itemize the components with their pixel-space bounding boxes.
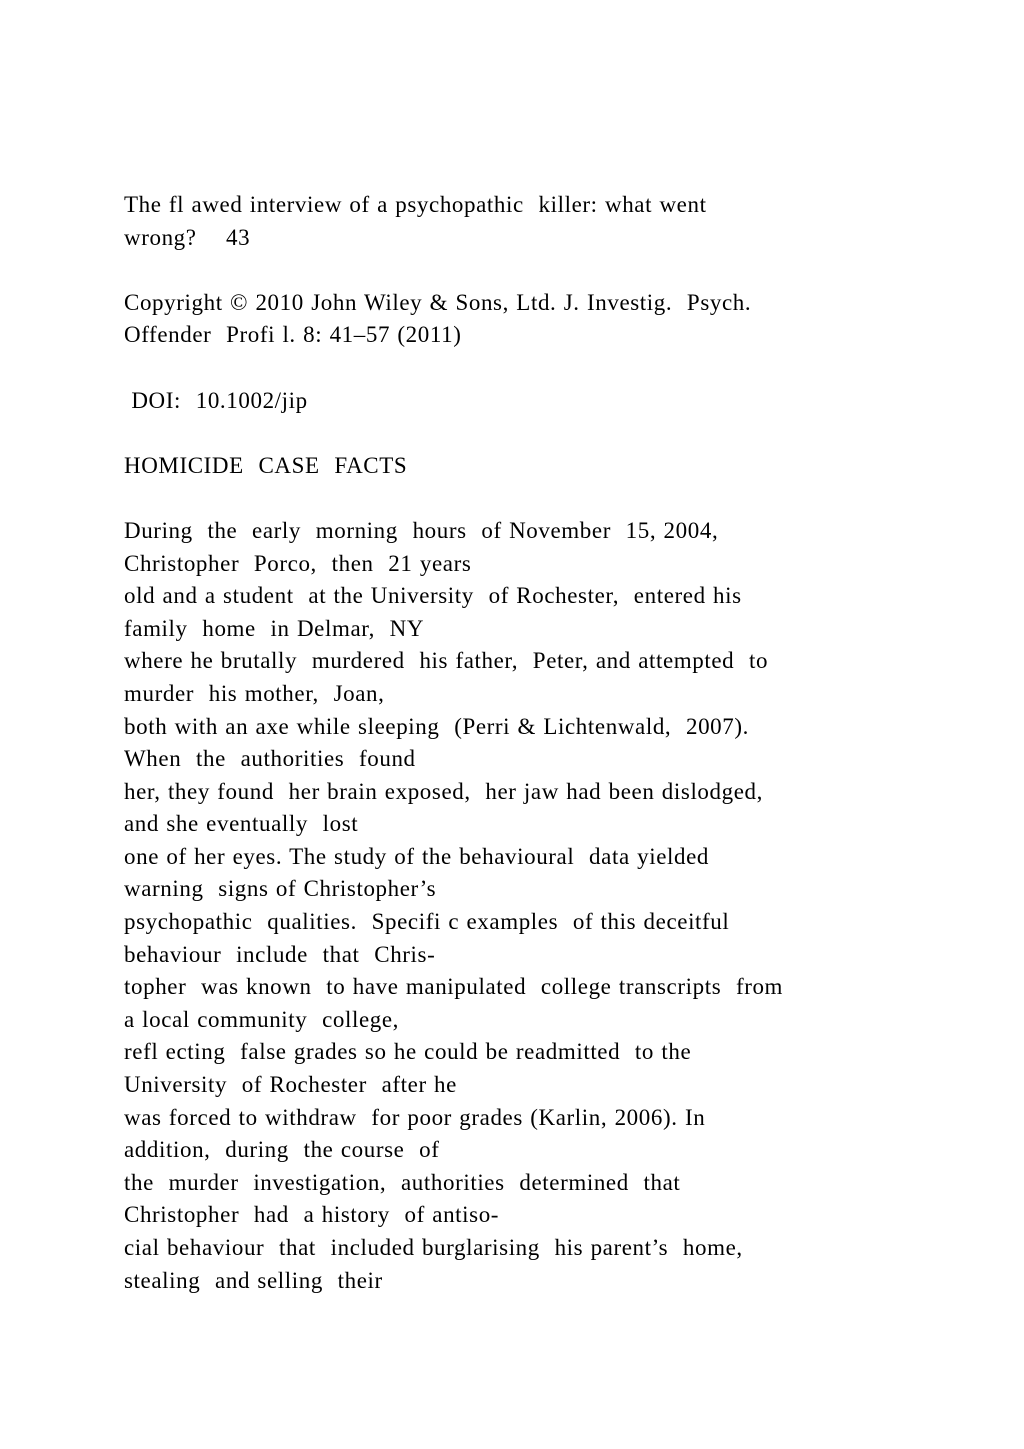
- copyright-line-1: Copyright © 2010 John Wiley & Sons, Ltd. J. Investig. Psych.: [124, 289, 752, 315]
- body-line: murder his mother, Joan,: [124, 680, 385, 706]
- body-line: Christopher Porco, then 21 years: [124, 550, 472, 576]
- body-line: cial behaviour that included burglarising his parent’s home,: [124, 1235, 743, 1260]
- body-paragraph: [124, 515, 924, 1297]
- running-header-line-2: wrong? 43: [124, 224, 251, 250]
- body-line: refl ecting false grades so he could be readmitted to the: [124, 1039, 692, 1065]
- body-line: a local community college,: [124, 1006, 400, 1032]
- section-heading: HOMICIDE CASE FACTS: [124, 452, 408, 478]
- body-line: topher was known to have manipulated college transcripts from: [124, 974, 784, 1000]
- body-line: and she eventually lost: [124, 811, 359, 837]
- body-line: stealing and selling their: [124, 1267, 383, 1293]
- body-line: the murder investigation, authorities determined that: [124, 1169, 681, 1195]
- body-line: her, they found her brain exposed, her jaw had been dislodged,: [124, 778, 763, 804]
- body-line: During the early morning hours of November 15, 2004,: [124, 517, 719, 543]
- document-text: [124, 189, 924, 1297]
- body-line: where he brutally murdered his father, Peter, and attempted to: [124, 648, 769, 674]
- body-line: addition, during the course of: [124, 1137, 440, 1163]
- copyright-line-2: Offender Profi l. 8: 41–57 (2011): [124, 322, 462, 348]
- body-line: old and a student at the University of Rochester, entered his: [124, 583, 742, 609]
- body-line: behaviour include that Chris-: [124, 941, 436, 967]
- body-line: warning signs of Christopher’s: [124, 876, 437, 902]
- doi-line: DOI: 10.1002/jip: [124, 387, 308, 413]
- body-line: was forced to withdraw for poor grades (Karlin, 2006). In: [124, 1104, 706, 1130]
- body-line: University of Rochester after he: [124, 1072, 457, 1098]
- body-line: family home in Delmar, NY: [124, 615, 425, 641]
- body-line: both with an axe while sleeping (Perri & Lichtenwald, 2007).: [124, 713, 749, 739]
- running-header-line-1: The fl awed interview of a psychopathic killer: what went: [124, 192, 707, 217]
- body-line: psychopathic qualities. Specifi c examples of this deceitful: [124, 909, 730, 935]
- spacer: [124, 417, 924, 450]
- spacer: [124, 254, 924, 287]
- body-line: Christopher had a history of antiso-: [124, 1202, 500, 1228]
- spacer: [124, 352, 924, 385]
- spacer: [124, 482, 924, 515]
- body-line: When the authorities found: [124, 746, 416, 772]
- body-line: one of her eyes. The study of the behavioural data yielded: [124, 843, 710, 869]
